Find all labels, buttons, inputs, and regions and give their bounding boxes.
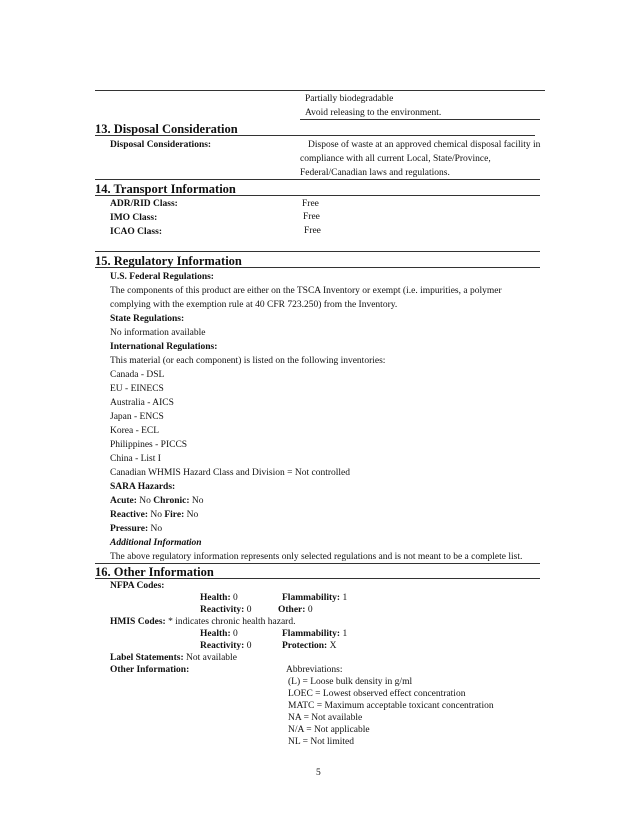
additional-info-label: Additional Information (110, 538, 202, 548)
sara-acute-chronic: Acute: No Chronic: No (110, 496, 204, 506)
disposal-label: Disposal Considerations: (110, 140, 212, 150)
divider (95, 563, 540, 564)
imo-label: IMO Class: (110, 213, 158, 223)
us-federal-line-1: The components of this product are either on the TSCA Inventory or exempt (i.e. impurities, a polymer (110, 286, 502, 296)
nfpa-label: NFPA Codes: (110, 581, 165, 591)
divider (95, 578, 540, 579)
abbreviation-item: NL = Not limited (288, 737, 354, 747)
abbreviation-item: LOEC = Lowest observed effect concentration (288, 689, 466, 699)
divider (95, 267, 540, 268)
divider (95, 251, 540, 252)
sara-reactive-fire: Reactive: No Fire: No (110, 510, 199, 520)
divider (95, 90, 545, 91)
abbreviation-item: NA = Not available (288, 713, 363, 723)
abbreviations-title: Abbreviations: (286, 665, 343, 675)
nfpa-flammability: Flammability: 1 (282, 593, 348, 603)
us-federal-label: U.S. Federal Regulations: (110, 272, 214, 282)
hmis-health: Health: 0 (200, 629, 238, 639)
intl-line: This material (or each component) is listed on the following inventories: (110, 356, 386, 366)
section-heading-transport: 14. Transport Information (95, 182, 236, 196)
whmis-line: Canadian WHMIS Hazard Class and Division = Not controlled (110, 468, 351, 478)
inventory-item: China - List I (110, 454, 161, 464)
page-number: 5 (316, 768, 321, 778)
abbreviation-item: MATC = Maximum acceptable toxicant concentration (288, 701, 494, 711)
section-heading-regulatory: 15. Regulatory Information (95, 254, 242, 268)
hmis-protection: Protection: X (282, 641, 337, 651)
nfpa-health: Health: 0 (200, 593, 238, 603)
other-info-label: Other Information: (110, 665, 190, 675)
section-heading-disposal: 13. Disposal Consideration (95, 122, 238, 136)
abbreviation-item: (L) = Loose bulk density in g/ml (288, 677, 413, 687)
divider (95, 135, 535, 136)
disposal-line-2: compliance with all current Local, State/Province, (300, 154, 491, 164)
section-heading-other: 16. Other Information (95, 565, 214, 579)
sara-label: SARA Hazards: (110, 482, 176, 492)
icao-label: ICAO Class: (110, 227, 162, 237)
icao-value: Free (304, 226, 321, 236)
label-statements: Label Statements: Not available (110, 653, 237, 663)
adr-value: Free (302, 199, 319, 209)
inventory-item: EU - EINECS (110, 384, 164, 394)
inventory-item: Japan - ENCS (110, 412, 164, 422)
imo-value: Free (303, 212, 320, 222)
additional-info-text: The above regulatory information represents only selected regulations and is not meant to be a complete list. (110, 552, 523, 562)
inventory-item: Philippines - PICCS (110, 440, 188, 450)
inventory-item: Canada - DSL (110, 370, 165, 380)
hmis-codes: HMIS Codes: * indicates chronic health hazard. (110, 617, 296, 627)
sara-pressure: Pressure: No (110, 524, 163, 534)
ecology-line-1: Partially biodegradable (305, 94, 394, 104)
divider (95, 195, 540, 196)
hmis-reactivity: Reactivity: 0 (200, 641, 252, 651)
disposal-line-1: Dispose of waste at an approved chemical disposal facility in (308, 140, 541, 150)
intl-label: International Regulations: (110, 342, 218, 352)
inventory-item: Australia - AICS (110, 398, 174, 408)
adr-label: ADR/RID Class: (110, 199, 178, 209)
hmis-flammability: Flammability: 1 (282, 629, 348, 639)
divider (95, 179, 540, 180)
abbreviation-item: N/A = Not applicable (288, 725, 370, 735)
state-value: No information available (110, 328, 206, 338)
nfpa-reactivity: Reactivity: 0 (200, 605, 252, 615)
us-federal-line-2: complying with the exemption rule at 40 CFR 723.250) from the Inventory. (110, 300, 398, 310)
state-label: State Regulations: (110, 314, 185, 324)
nfpa-other: Other: 0 (278, 605, 313, 615)
ecology-line-2: Avoid releasing to the environment. (305, 108, 442, 118)
divider (300, 119, 540, 120)
disposal-line-3: Federal/Canadian laws and regulations. (300, 168, 450, 178)
inventory-item: Korea - ECL (110, 426, 160, 436)
